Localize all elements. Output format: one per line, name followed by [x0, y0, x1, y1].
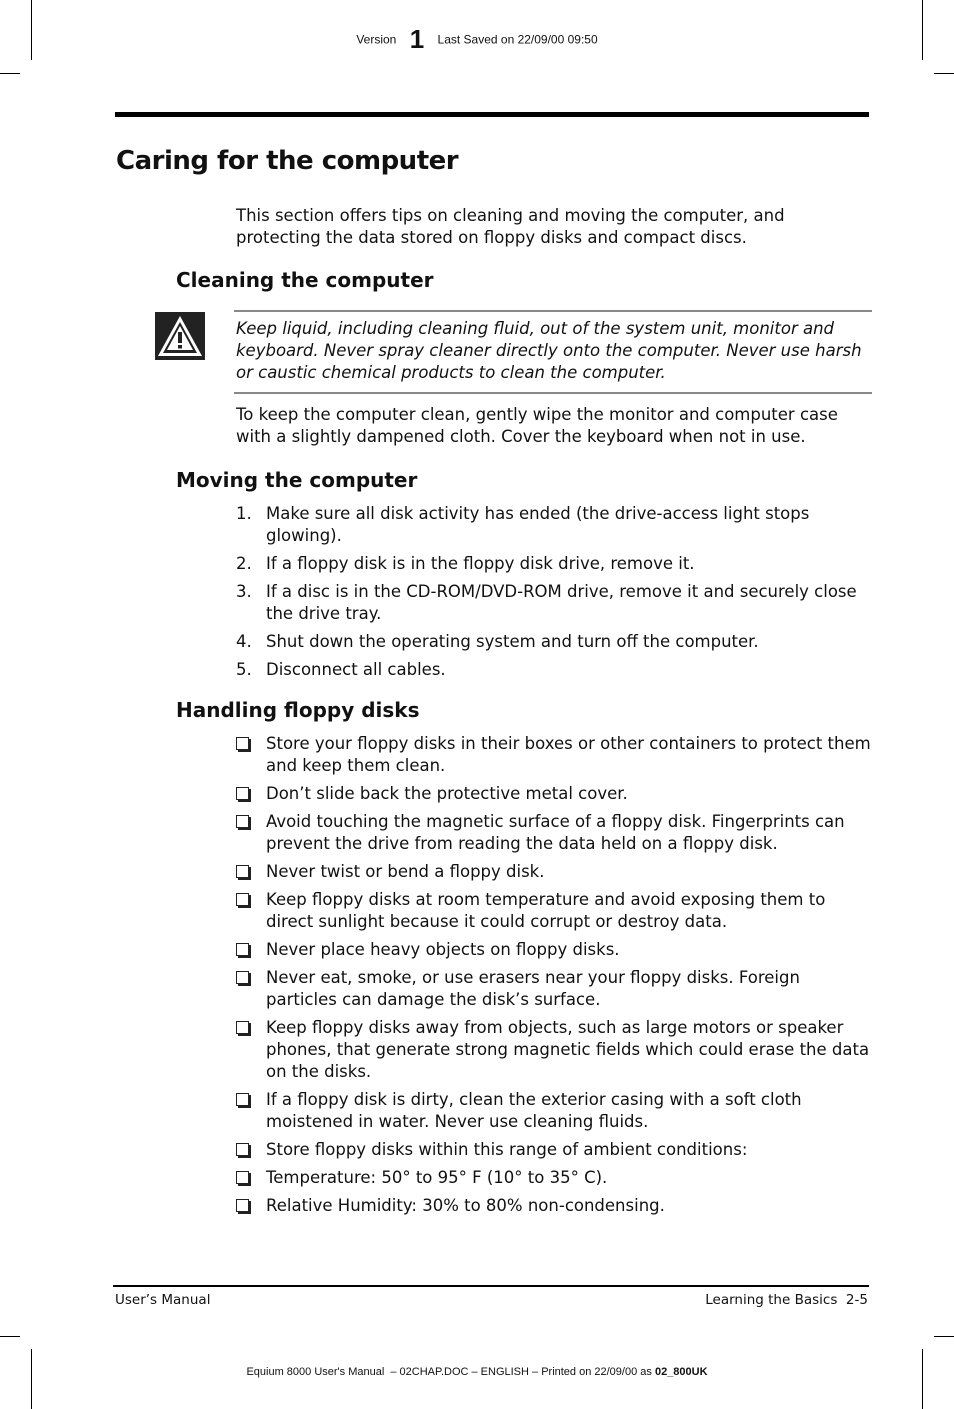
list-item — [236, 861, 876, 883]
step-text: If a floppy disk is in the floppy disk drive, remove it. — [266, 554, 695, 573]
list-item — [236, 659, 876, 681]
list-item — [236, 1139, 876, 1161]
step-number: 3. — [236, 582, 252, 601]
list-item — [236, 581, 876, 625]
tip-text: Relative Humidity: 30% to 80% non-condensing. — [266, 1196, 665, 1215]
checkbox-bullet-icon — [236, 1021, 249, 1034]
list-item — [236, 631, 876, 653]
list-item — [236, 733, 876, 777]
list-item — [236, 939, 876, 961]
step-number: 5. — [236, 660, 252, 679]
warning-triangle-icon — [155, 312, 205, 360]
moving-steps — [236, 503, 876, 687]
list-item — [236, 553, 876, 575]
crop-mark — [934, 1336, 954, 1337]
list-item — [236, 783, 876, 805]
top-rule — [115, 112, 869, 117]
tip-text: Temperature: 50° to 95° F (10° to 35° C). — [266, 1168, 608, 1187]
tip-text: Store floppy disks within this range of ambient conditions: — [266, 1140, 748, 1159]
crop-mark — [934, 73, 954, 74]
checkbox-bullet-icon — [236, 1199, 249, 1212]
checkbox-bullet-icon — [236, 787, 249, 800]
checkbox-bullet-icon — [236, 943, 249, 956]
print-info-text: Equium 8000 User's Manual – 02CHAP.DOC – ENGLISH – Printed on 22/09/00 as — [246, 1366, 655, 1378]
tip-text: Store your floppy disks in their boxes or other containers to protect them and keep them clean. — [266, 734, 871, 775]
checkbox-bullet-icon — [236, 1171, 249, 1184]
list-item — [236, 1195, 876, 1217]
version-label: Version — [356, 32, 397, 47]
print-info — [0, 1366, 954, 1378]
checkbox-bullet-icon — [236, 1143, 249, 1156]
step-text: Disconnect all cables. — [266, 660, 446, 679]
footer-left: User’s Manual — [115, 1292, 211, 1308]
tip-text: Keep floppy disks at room temperature and avoid exposing them to direct sunlight because it could corrupt or destroy data. — [266, 890, 826, 931]
list-item — [236, 967, 876, 1011]
intro-paragraph: This section offers tips on cleaning and moving the computer, and protecting the data stored on floppy disks and compact discs. — [236, 206, 785, 247]
step-text: Make sure all disk activity has ended (the drive-access light stops glowing). — [266, 504, 810, 545]
footer-rule — [113, 1285, 869, 1287]
page-header — [0, 24, 954, 55]
tip-text: Never eat, smoke, or use erasers near your floppy disks. Foreign particles can damage the disk’s surface. — [266, 968, 800, 1009]
checkbox-bullet-icon — [236, 815, 249, 828]
warning-text: Keep liquid, including cleaning fluid, out of the system unit, monitor and keyboard. Never spray cleaner directly onto the computer. Never use harsh or caustic chemical products to clean the computer. — [236, 319, 862, 382]
list-item — [236, 1167, 876, 1189]
step-text: Shut down the operating system and turn off the computer. — [266, 632, 759, 651]
step-text: If a disc is in the CD-ROM/DVD-ROM drive, remove it and securely close the drive tray. — [266, 582, 857, 623]
version-number: 1 — [409, 24, 425, 54]
tip-text: If a floppy disk is dirty, clean the exterior casing with a soft cloth moistened in water. Never use cleaning fluids. — [266, 1090, 802, 1131]
list-item — [236, 889, 876, 933]
list-item — [236, 503, 876, 547]
print-info-doc: 02_800UK — [654, 1366, 708, 1378]
checkbox-bullet-icon — [236, 737, 249, 750]
crop-mark — [0, 73, 20, 74]
checkbox-bullet-icon — [236, 893, 249, 906]
list-item — [236, 811, 876, 855]
moving-heading: Moving the computer — [176, 468, 418, 492]
cleaning-heading: Cleaning the computer — [176, 268, 434, 292]
checkbox-bullet-icon — [236, 1093, 249, 1106]
list-item — [236, 1089, 876, 1133]
crop-mark — [31, 1349, 32, 1409]
tip-text: Keep floppy disks away from objects, such as large motors or speaker phones, that generate strong magnetic fields which could erase the data on the disks. — [266, 1018, 870, 1081]
footer-right: Learning the Basics 2-5 — [705, 1292, 868, 1308]
floppy-heading: Handling floppy disks — [176, 698, 420, 722]
page-title: Caring for the computer — [116, 146, 459, 176]
crop-mark — [0, 1336, 20, 1337]
floppy-tips — [236, 733, 876, 1223]
step-number: 2. — [236, 554, 252, 573]
list-item — [236, 1017, 876, 1083]
crop-mark — [922, 1349, 923, 1409]
tip-text: Avoid touching the magnetic surface of a floppy disk. Fingerprints can prevent the drive from reading the data held on a floppy disk. — [266, 812, 845, 853]
step-number: 4. — [236, 632, 252, 651]
tip-text: Never twist or bend a floppy disk. — [266, 862, 545, 881]
tip-text: Don’t slide back the protective metal cover. — [266, 784, 628, 803]
last-saved: Last Saved on 22/09/00 09:50 — [437, 32, 598, 47]
cleaning-paragraph: To keep the computer clean, gently wipe the monitor and computer case with a slightly dampened cloth. Cover the keyboard when not in use. — [236, 405, 838, 446]
checkbox-bullet-icon — [236, 865, 249, 878]
tip-text: Never place heavy objects on floppy disks. — [266, 940, 620, 959]
step-number: 1. — [236, 504, 252, 523]
checkbox-bullet-icon — [236, 971, 249, 984]
